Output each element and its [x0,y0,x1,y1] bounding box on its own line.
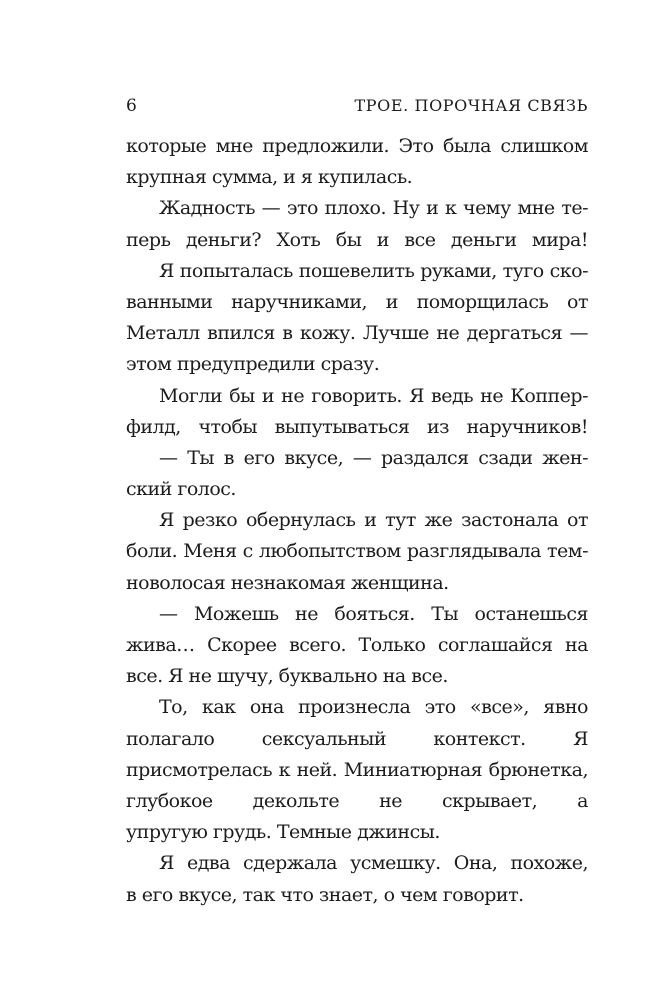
running-head [0,94,668,118]
text-line: Металл впился в кожу. Лучше не дергаться — [126,322,588,345]
text-line: Я резко обернулась и тут же застонала от [159,509,588,532]
text-line: полагало сексуальный контекст. Я [126,727,588,750]
text-line: ский голос. [126,478,236,501]
text-line: новолосая незнакомая женщина. [126,571,449,594]
text-line: Могли бы и не говорить. Я ведь не Коппер- [159,384,588,407]
text-line: упругую грудь. Темные джинсы. [126,821,440,844]
page-number: 6 [126,96,137,116]
text-line: перь деньги? Хоть бы и все деньги мира! [126,228,588,251]
text-line: — Ты в его вкусе, — раздался сзади жен- [159,446,588,469]
text-line: все. Я не шучу, буквально на все. [126,665,448,688]
text-line: боли. Меня с любопытством разглядывала тем- [126,540,588,563]
body-text [126,131,588,911]
text-line: которые мне предложили. Это была слишком [126,135,588,157]
text-line: То, как она произнесла это «все», явно [159,696,588,719]
text-line: филд, чтобы выпутываться из наручников! [126,415,588,438]
text-line: присмотрелась к ней. Миниатюрная брюнетка, [126,758,588,781]
text-line: — Можешь не бояться. Ты останешься [159,602,588,625]
text-line: ванными наручниками, и поморщилась от [126,290,588,313]
text-line: крупная сумма, и я купилась. [126,166,413,189]
running-title: ТРОЕ. ПОРОЧНАЯ СВЯЗЬ [354,96,588,115]
text-line: Жадность — это плохо. Ну и к чему мне те- [159,197,588,220]
text-line: Я попыталась пошевелить руками, туго ско- [159,259,588,282]
text-line: Я едва сдержала усмешку. Она, похоже, [159,852,588,875]
text-line: жива… Скорее всего. Только соглашайся на [126,634,588,656]
text-line: этом предупредили сразу. [126,353,380,376]
text-line: глубокое декольте не скрывает, а [126,789,588,812]
text-line: в его вкусе, так что знает, о чем говорит. [126,883,524,906]
